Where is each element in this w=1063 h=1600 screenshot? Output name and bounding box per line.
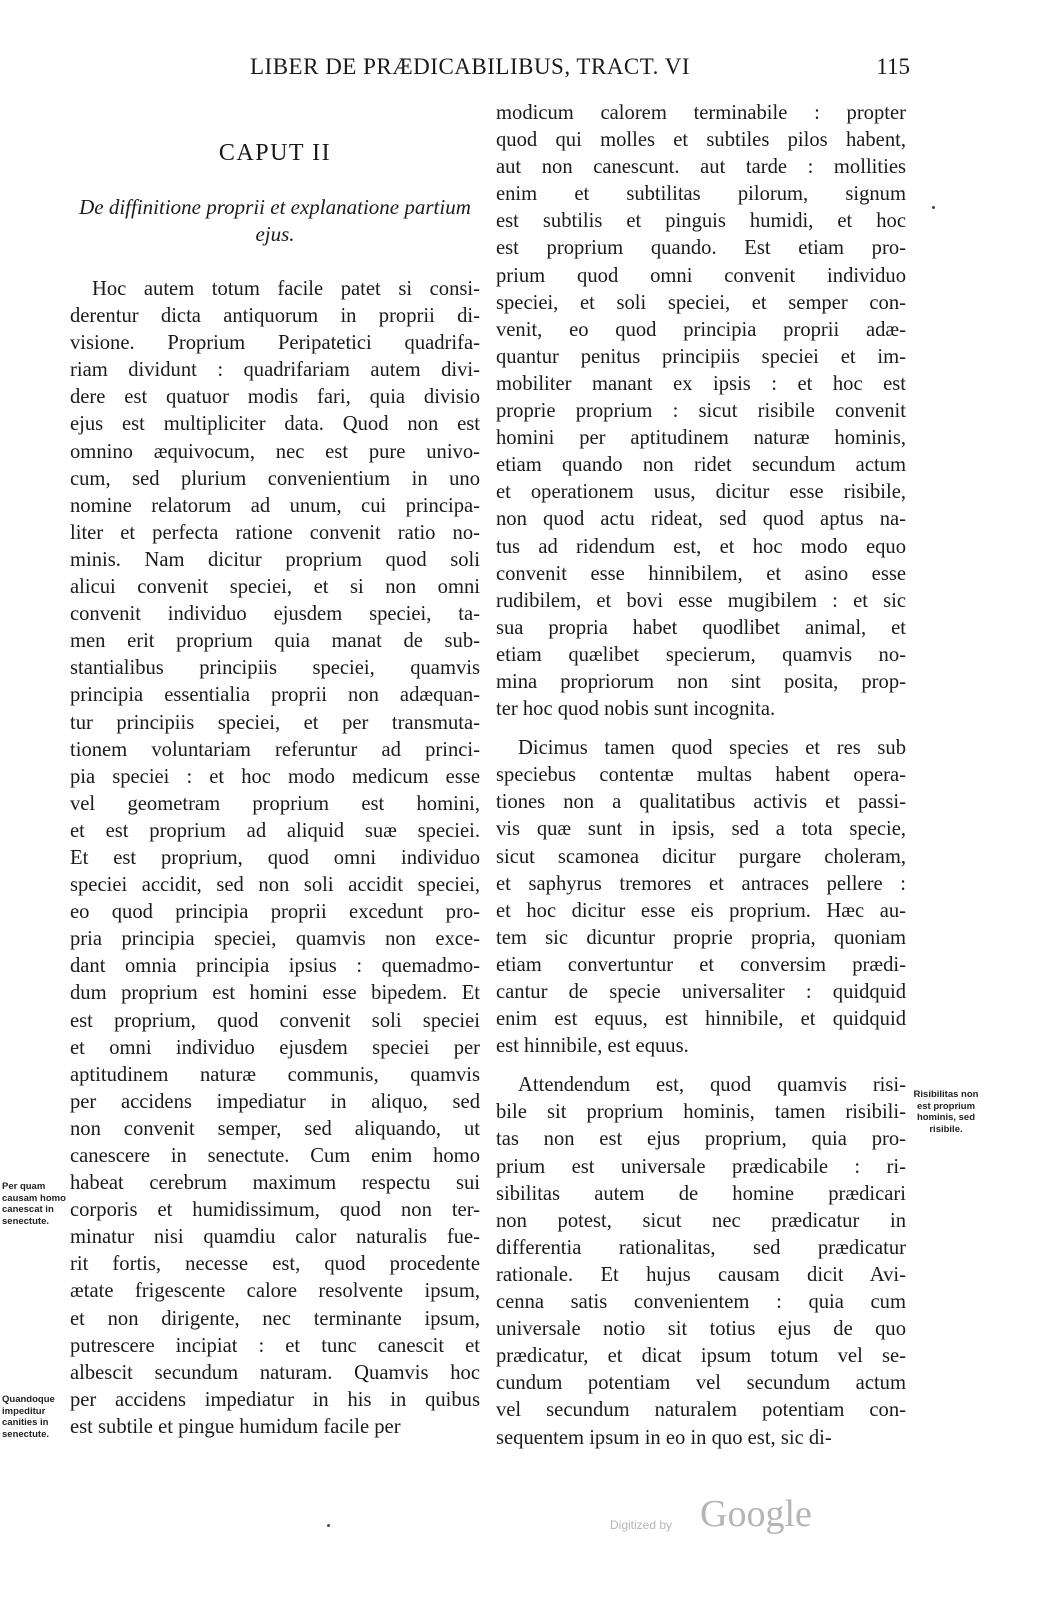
text-line: sua propria habet quodlibet animal, et bbox=[496, 616, 906, 639]
text-line: universale notio sit totius ejus de quo bbox=[496, 1318, 906, 1341]
page-number: 115 bbox=[876, 54, 910, 79]
text-line: non potest, sicut nec prædicatur in bbox=[496, 1209, 906, 1232]
text-line: prium est universale prædicabile : ri- bbox=[496, 1155, 906, 1178]
text-line: minatur nisi quamdiu calor naturalis fue- bbox=[70, 1226, 480, 1249]
text-line: per accidens impediatur in his in quibus bbox=[70, 1388, 480, 1411]
text-line: habeat cerebrum maximum respectu sui bbox=[70, 1172, 480, 1195]
margin-note-left-1: Per quam causam homo canescat in senectute. bbox=[2, 1181, 66, 1227]
text-line: aut non canescunt. aut tarde : mollities bbox=[496, 156, 906, 179]
text-line: corporis et humidissimum, quod non ter- bbox=[70, 1199, 480, 1222]
right-paragraph-3 bbox=[496, 1072, 906, 1451]
text-line: mobiliter manant ex ipsis : et hoc est bbox=[496, 372, 906, 395]
text-line: dant omnia principia ipsius : quemadmo- bbox=[70, 955, 480, 978]
text-line: rudibilem, et bovi esse mugibilem : et sic bbox=[496, 589, 906, 612]
text-line: est hinnibile, est equus. bbox=[496, 1035, 689, 1058]
text-line: riam dividunt : quadrifariam autem divi- bbox=[70, 359, 480, 382]
text-line: cenna satis convenientem : quia cum bbox=[496, 1291, 906, 1314]
right-paragraph-1 bbox=[496, 100, 906, 723]
text-line: vis quæ sunt in ipsis, sed a tota specie, bbox=[496, 818, 906, 841]
text-line: cundum potentiam vel secundum actum bbox=[496, 1372, 906, 1395]
text-line: tus ad ridendum est, et hoc modo equo bbox=[496, 535, 906, 558]
margin-note-right-1: Risibilitas non est proprium hominis, sed risibile. bbox=[913, 1089, 979, 1135]
text-line: sibilitas autem de homine prædicari bbox=[496, 1182, 906, 1205]
text-line: prædicatur, et dicat ipsum totum vel se- bbox=[496, 1345, 906, 1368]
right-column bbox=[496, 100, 906, 1452]
text-line: cantur de specie universaliter : quidquid bbox=[496, 981, 906, 1003]
text-line: rationale. Et hujus causam dicit Avi- bbox=[496, 1263, 906, 1286]
text-line: tas non est ejus proprium, quia pro- bbox=[496, 1128, 906, 1151]
text-line: est proprium, quod convenit soli speciei bbox=[70, 1009, 480, 1032]
text-line: enim est equus, est hinnibile, et quidquid bbox=[496, 1008, 906, 1031]
text-line: principia essentialia proprii non adæquan- bbox=[70, 684, 480, 707]
text-line: ejus est multipliciter data. Quod non est bbox=[70, 413, 480, 436]
text-line: Dicimus tamen quod species et res sub bbox=[518, 737, 906, 760]
chapter-heading: CAPUT II bbox=[218, 140, 332, 166]
text-line: tiones non a qualitatibus activis et passi- bbox=[496, 791, 906, 814]
text-line: speciei accidit, sed non soli accidit speciei, bbox=[70, 874, 480, 897]
left-column bbox=[70, 100, 480, 1441]
text-line: stantialibus principiis speciei, quamvis bbox=[70, 657, 480, 680]
text-line: vel geometram proprium est homini, bbox=[70, 792, 480, 815]
text-line: enim et subtilitas pilorum, signum bbox=[496, 183, 906, 206]
text-line: proprie proprium : sicut risibile convenit bbox=[496, 400, 906, 423]
text-line: prium quod omni convenit individuo bbox=[496, 264, 906, 287]
text-line: derentur dicta antiquorum in proprii di- bbox=[70, 305, 480, 328]
text-line: convenit esse hinnibilem, et asino esse bbox=[496, 562, 906, 585]
text-line: modicum calorem terminabile : propter bbox=[496, 102, 906, 124]
text-line: alicui convenit speciei, et si non omni bbox=[70, 576, 480, 599]
text-line: differentia rationalitas, sed prædicatur bbox=[496, 1236, 906, 1259]
text-line: quantur penitus principiis speciei et im- bbox=[496, 345, 906, 368]
text-line: sequentem ipsum in eo in quo est, sic di- bbox=[496, 1426, 832, 1449]
text-line: vel secundum naturalem potentiam con- bbox=[496, 1399, 906, 1422]
print-speck bbox=[327, 1524, 330, 1527]
text-line: convenit individuo ejusdem speciei, ta- bbox=[70, 603, 480, 626]
digitization-footer bbox=[610, 1493, 860, 1550]
margin-note-left-2: Quandoque impeditur canities in senectute. bbox=[2, 1394, 55, 1440]
text-line: liter et perfecta ratione convenit ratio no- bbox=[70, 521, 480, 544]
right-paragraph-2 bbox=[496, 735, 906, 1060]
text-line: cum, sed plurium convenientium in uno bbox=[70, 467, 480, 490]
text-line: pria principia speciei, quamvis non exce- bbox=[70, 928, 480, 951]
text-line: est subtile et pingue humidum facile per bbox=[70, 1415, 401, 1438]
text-line: tem sic dicuntur proprie propria, quoniam bbox=[496, 926, 906, 949]
chapter-subtitle: De diffinitione proprii et explanatione partium ejus. bbox=[79, 195, 471, 246]
text-line: men erit proprium quia manat de sub- bbox=[70, 630, 480, 653]
digitized-label: Digitized by bbox=[610, 1518, 673, 1532]
text-line: venit, eo quod principia proprii adæ- bbox=[496, 318, 906, 341]
text-line: tur principiis speciei, et per transmuta- bbox=[70, 711, 480, 734]
text-line: per accidens impediatur in aliquo, sed bbox=[70, 1090, 480, 1113]
text-line: et non dirigente, nec terminante ipsum, bbox=[70, 1307, 480, 1330]
text-line: albescit secundum naturam. Quamvis hoc bbox=[70, 1361, 480, 1384]
text-line: speciebus contentæ multas habent opera- bbox=[496, 764, 906, 787]
text-line: quod qui molles et subtiles pilos habent, bbox=[496, 129, 906, 152]
text-line: est subtilis et pinguis humidi, et hoc bbox=[496, 210, 906, 233]
running-header bbox=[250, 54, 910, 94]
text-line: visione. Proprium Peripatetici quadrifa- bbox=[70, 332, 480, 355]
text-line: omnino æquivocum, nec est pure univo- bbox=[70, 440, 480, 463]
text-line: aptitudinem naturæ communis, quamvis bbox=[70, 1063, 480, 1086]
print-speck bbox=[932, 206, 935, 209]
text-line: ter hoc quod nobis sunt incognita. bbox=[496, 698, 776, 721]
text-line: nomine relatorum ad unum, cui principa- bbox=[70, 494, 480, 517]
left-paragraph bbox=[70, 276, 480, 1441]
text-line: etiam quælibet specierum, quamvis no- bbox=[496, 643, 906, 666]
text-line: pia speciei : et hoc modo medicum esse bbox=[70, 765, 480, 788]
text-line: putrescere incipiat : et tunc canescit et bbox=[70, 1334, 480, 1357]
text-line: sicut scamonea dicitur purgare choleram, bbox=[496, 845, 906, 868]
text-line: homini per aptitudinem naturæ hominis, bbox=[496, 427, 906, 450]
text-line: est proprium quando. Est etiam pro- bbox=[496, 237, 906, 260]
text-line: Hoc autem totum facile patet si consi- bbox=[92, 278, 480, 300]
text-line: et est proprium ad aliquid suæ speciei. bbox=[70, 819, 480, 842]
text-line: non quod actu rideat, sed quod aptus na- bbox=[496, 508, 906, 531]
text-line: Et est proprium, quod omni individuo bbox=[70, 846, 480, 869]
text-line: Attendendum est, quod quamvis risi- bbox=[518, 1074, 906, 1097]
google-logo: Google bbox=[700, 1493, 812, 1535]
text-line: dere est quatuor modis fari, quia divisio bbox=[70, 386, 480, 409]
text-line: et operationem usus, dicitur esse risibile, bbox=[496, 481, 906, 504]
text-line: etiam quando non ridet secundum actum bbox=[496, 454, 906, 477]
text-line: ætate frigescente calore resolvente ipsum, bbox=[70, 1280, 480, 1303]
text-line: minis. Nam dicitur proprium quod soli bbox=[70, 548, 480, 571]
text-line: et hoc dicitur esse eis proprium. Hæc au- bbox=[496, 899, 906, 922]
text-line: et saphyrus tremores et antraces pellere : bbox=[496, 872, 906, 895]
text-line: tionem voluntariam referuntur ad princi- bbox=[70, 738, 480, 761]
text-line: speciei, et soli speciei, et semper con- bbox=[496, 291, 906, 314]
text-line: bile sit proprium hominis, tamen risibili- bbox=[496, 1101, 906, 1124]
text-line: etiam convertuntur et conversim prædi- bbox=[496, 953, 906, 976]
text-line: et omni individuo ejusdem speciei per bbox=[70, 1036, 480, 1059]
running-title: LIBER DE PRÆDICABILIBUS, TRACT. VI bbox=[250, 54, 690, 79]
text-line: canescere in senectute. Cum enim homo bbox=[70, 1145, 480, 1167]
text-line: eo quod principia proprii excedunt pro- bbox=[70, 901, 480, 924]
text-line: non convenit semper, sed aliquando, ut bbox=[70, 1117, 480, 1140]
text-line: mina propriorum non sint posita, prop- bbox=[496, 670, 906, 693]
text-line: rit fortis, necesse est, quod procedente bbox=[70, 1253, 480, 1276]
text-line: dum proprium est homini esse bipedem. Et bbox=[70, 982, 480, 1005]
